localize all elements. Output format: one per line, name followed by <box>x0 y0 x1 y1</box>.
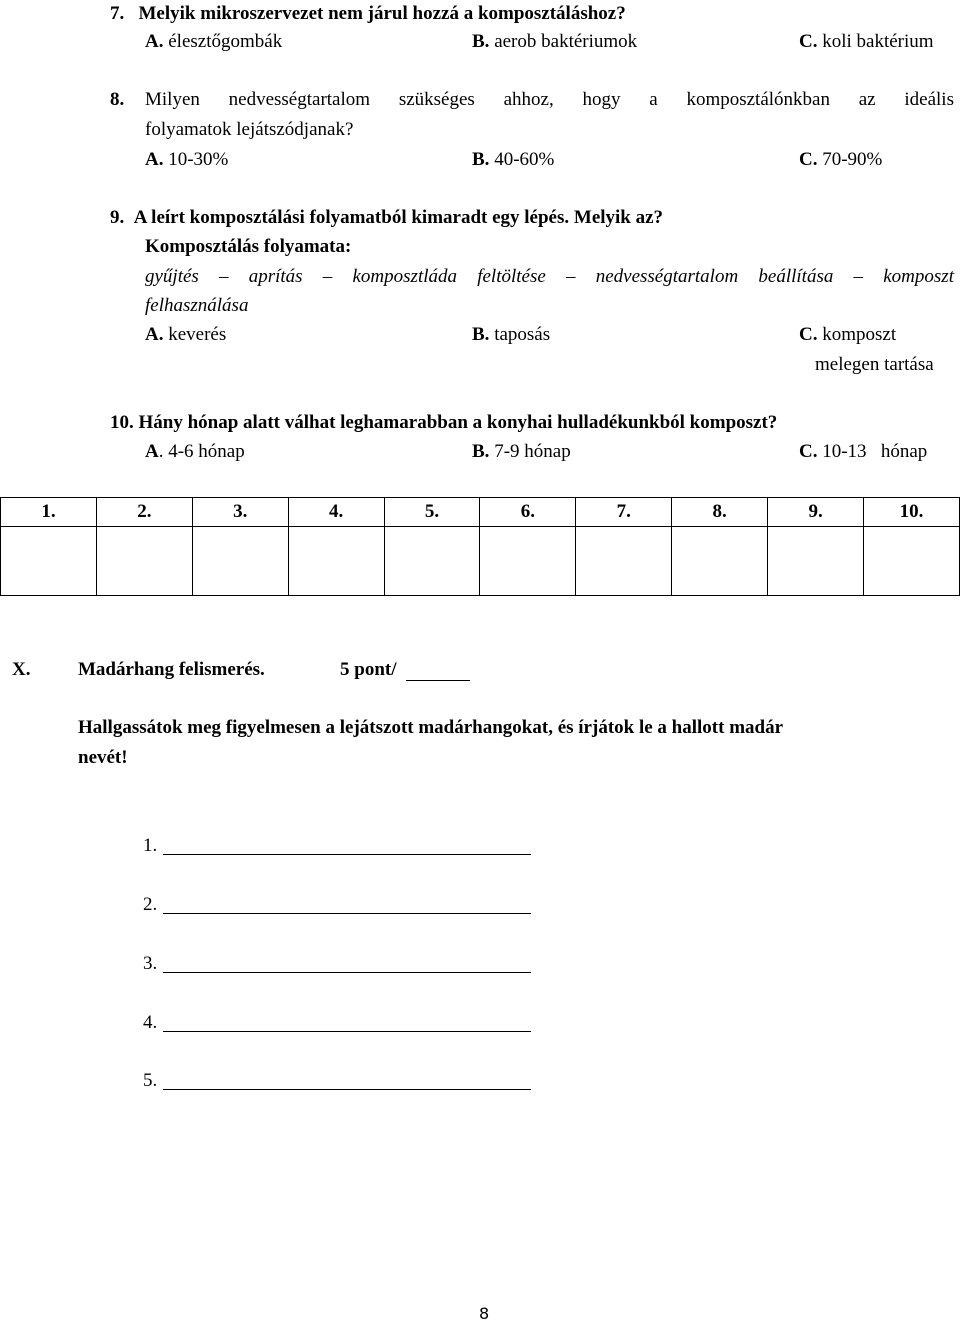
section-x-points: 5 pont/ <box>340 659 397 680</box>
q7-question <box>110 4 626 23</box>
q10-question-text: Hány hónap alatt válhat leghamarabban a konyhai hulladékunkból komposzt? <box>138 412 778 433</box>
section-x-instruction-line2: nevét! <box>78 747 128 768</box>
q9-number: 9. <box>110 207 125 228</box>
q8-number: 8. <box>110 89 125 110</box>
answer-table-header-cell: 8. <box>672 498 768 527</box>
q8-question-line2: folyamatok lejátszódjanak? <box>145 119 354 140</box>
answer-table-header-cell: 5. <box>384 498 480 527</box>
section-x-instruction-line1: Hallgassátok meg figyelmesen a lejátszott madárhangokat, és írjátok le a hallott madár <box>78 717 784 738</box>
answer-table-header-cell: 10. <box>864 498 960 527</box>
q9-process-title: Komposztálás folyamata: <box>145 236 352 257</box>
bird-answer-number-4: 4. <box>143 1012 158 1033</box>
q9-option-b: B. taposás <box>472 324 551 345</box>
bird-answer-line-2[interactable] <box>163 913 531 914</box>
q7-option-a-text: élesztőgombák <box>168 31 283 52</box>
q7-option-c-text: koli baktérium <box>822 31 934 52</box>
bird-answer-line-5[interactable] <box>163 1089 531 1090</box>
q7-option-c-letter: C. <box>799 31 818 52</box>
q7-option-b-text: aerob baktériumok <box>494 31 638 52</box>
answer-table-header-row <box>1 498 960 527</box>
bird-answer-line-1[interactable] <box>163 854 531 855</box>
section-x-title: Madárhang felismerés. <box>78 659 265 680</box>
q7-option-a-letter: A. <box>145 31 164 52</box>
bird-answer-number-2: 2. <box>143 894 158 915</box>
q10-number: 10. <box>110 412 134 433</box>
q7-number: 7. <box>110 3 125 24</box>
answer-cell[interactable] <box>768 527 864 596</box>
q10-option-b: B. 7-9 hónap <box>472 441 571 462</box>
answer-cell[interactable] <box>480 527 576 596</box>
q8-option-c: C. 70-90% <box>799 149 883 170</box>
answer-cell[interactable] <box>288 527 384 596</box>
answer-table-header-cell: 1. <box>1 498 97 527</box>
q9-process-line2: felhasználása <box>145 295 249 316</box>
answer-cell[interactable] <box>576 527 672 596</box>
answer-cell[interactable] <box>672 527 768 596</box>
q8-option-a: A. 10-30% <box>145 149 229 170</box>
q9-question <box>110 208 663 227</box>
q9-process-line1: gyűjtés – aprítás – komposztláda feltöltése – nedvességtartalom beállítása – komposzt <box>145 266 954 287</box>
answer-cell[interactable] <box>96 527 192 596</box>
answer-table-answer-row[interactable] <box>1 527 960 596</box>
bird-answer-line-3[interactable] <box>163 972 531 973</box>
answer-table <box>0 497 960 596</box>
answer-cell[interactable] <box>864 527 960 596</box>
q9-question-text: A leírt komposztálási folyamatból kimaradt egy lépés. Melyik az? <box>133 207 664 228</box>
q8-option-b: B. 40-60% <box>472 149 555 170</box>
q7-option-a <box>145 32 282 51</box>
q10-question <box>110 413 777 432</box>
section-x-number: X. <box>12 659 31 680</box>
q7-option-b <box>472 32 637 51</box>
points-blank-line[interactable] <box>406 680 470 681</box>
bird-answer-number-5: 5. <box>143 1070 158 1091</box>
q7-option-c <box>799 32 934 51</box>
bird-answer-number-3: 3. <box>143 953 158 974</box>
q7-option-b-letter: B. <box>472 31 490 52</box>
answer-table-header-cell: 6. <box>480 498 576 527</box>
answer-table-header-cell: 9. <box>768 498 864 527</box>
bird-answer-line-4[interactable] <box>163 1031 531 1032</box>
q7-question-text: Melyik mikroszervezet nem járul hozzá a komposztáláshoz? <box>138 3 626 24</box>
answer-cell[interactable] <box>192 527 288 596</box>
answer-table-header-cell: 7. <box>576 498 672 527</box>
answer-cell[interactable] <box>384 527 480 596</box>
q8-question-line1: Milyen nedvességtartalom szükséges ahhoz, hogy a komposztálónkban az ideális <box>145 89 954 110</box>
q10-option-c: C. 10-13 hónap <box>799 441 928 462</box>
q10-option-a: A. 4-6 hónap <box>145 441 245 462</box>
answer-cell[interactable] <box>1 527 97 596</box>
bird-answer-number-1: 1. <box>143 835 158 856</box>
q9-option-c-line2: melegen tartása <box>815 354 934 375</box>
q9-option-c: C. komposzt <box>799 324 897 345</box>
answer-table-header-cell: 3. <box>192 498 288 527</box>
answer-table-header-cell: 4. <box>288 498 384 527</box>
q9-option-a: A. keverés <box>145 324 227 345</box>
page-number: 8 <box>479 1304 490 1323</box>
answer-table-header-cell: 2. <box>96 498 192 527</box>
